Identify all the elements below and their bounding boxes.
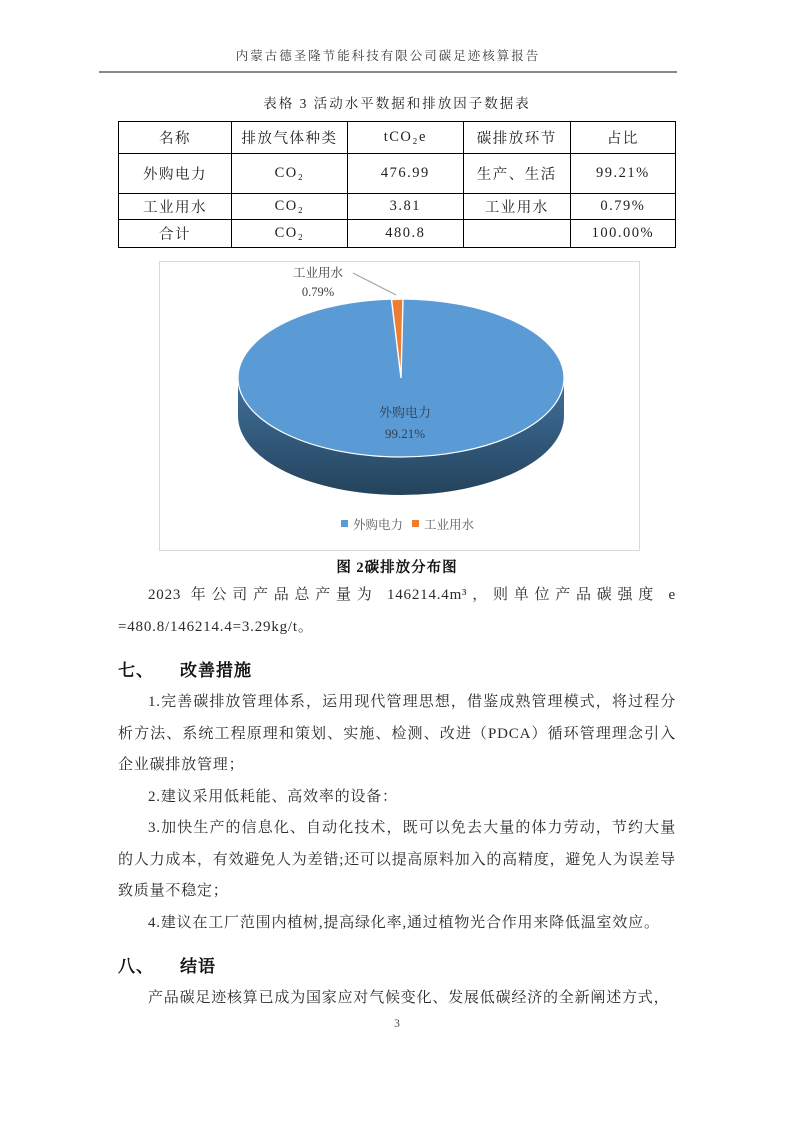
intro-line-2: =480.8/146214.4=3.29kg/t。: [118, 618, 314, 635]
section-heading-conclusion: [118, 952, 676, 977]
data-label-water-name: 工业用水: [292, 266, 344, 280]
data-label-water-pct: 0.79%: [301, 285, 335, 299]
table-row: [119, 154, 676, 194]
intro-paragraph: [118, 580, 676, 643]
cell-stage: 生产、生活: [463, 154, 570, 194]
cell-share: 0.79%: [570, 194, 675, 220]
improvement-paragraph-2: 2.建议采用低耗能、高效率的设备：: [148, 788, 398, 805]
section-number: 七、: [118, 661, 154, 680]
improvement-paragraph-1: 1.完善碳排放管理体系，运用现代管理思想，借鉴成熟管理模式，将过程分析方法、系统工程原理和策划、实施、检测、改进（PDCA）循环管理理念引入企业碳排放管理；: [118, 694, 676, 773]
cell-share: 100.00%: [570, 220, 675, 248]
cell-gas: CO₂: [232, 154, 348, 194]
emissions-table: [118, 121, 676, 248]
intro-line-1: 2023 年公司产品总产量为 146214.4m³，则单位产品碳强度 e: [148, 587, 676, 603]
col-header-gas: 排放气体种类: [232, 122, 348, 154]
cell-stage: [463, 220, 570, 248]
page-number: 3: [394, 1018, 400, 1030]
page-header: [99, 46, 677, 73]
legend-label-water: 工业用水: [424, 518, 475, 532]
cell-name: 外购电力: [119, 154, 232, 194]
cell-share: 99.21%: [570, 154, 675, 194]
data-label-electricity-pct: 99.21%: [384, 426, 426, 441]
data-label-electricity-name: 外购电力: [378, 405, 432, 420]
legend-swatch-water: [412, 520, 419, 527]
legend-swatch-electricity: [341, 520, 348, 527]
cell-tco2e: 480.8: [347, 220, 463, 248]
cell-gas: CO₂: [232, 220, 348, 248]
col-header-stage: 碳排放环节: [463, 122, 570, 154]
leader-line: [353, 273, 396, 295]
section-number: 八、: [118, 957, 154, 976]
cell-stage: 工业用水: [463, 194, 570, 220]
cell-name: 工业用水: [119, 194, 232, 220]
page-content: [118, 84, 676, 1015]
table-row: [119, 220, 676, 248]
conclusion-paragraph: 产品碳足迹核算已成为国家应对气候变化、发展低碳经济的全新阐述方式，: [148, 990, 670, 1006]
section-heading-improvements: [118, 656, 676, 681]
cell-gas: CO₂: [232, 194, 348, 220]
col-header-name: 名称: [119, 122, 232, 154]
legend-label-electricity: 外购电力: [353, 518, 404, 532]
table-row: [119, 194, 676, 220]
col-header-tco2e: tCO₂e: [347, 122, 463, 154]
pie-chart-svg: [160, 262, 639, 550]
cell-tco2e: 476.99: [347, 154, 463, 194]
table-caption: 表格 3 活动水平数据和排放因子数据表: [263, 96, 531, 111]
col-header-share: 占比: [570, 122, 675, 154]
improvement-paragraph-4: 4.建议在工厂范围内植树,提高绿化率,通过植物光合作用来降低温室效应。: [148, 914, 660, 931]
section-title: 改善措施: [180, 661, 252, 680]
report-title: 内蒙古德圣隆节能科技有限公司碳足迹核算报告: [235, 49, 541, 63]
cell-tco2e: 3.81: [347, 194, 463, 220]
figure-caption: 图 2碳排放分布图: [336, 560, 458, 576]
cell-name: 合计: [119, 220, 232, 248]
improvement-paragraph-3: 3.加快生产的信息化、自动化技术，既可以免去大量的体力劳动，节约大量的人力成本，有效避免人为差错;还可以提高原料加入的高精度，避免人为误差导致质量不稳定；: [118, 820, 676, 899]
table-header-row: [119, 122, 676, 154]
header-rule: [99, 71, 677, 73]
section-title: 结语: [180, 957, 216, 976]
pie-chart-figure: [159, 261, 640, 551]
